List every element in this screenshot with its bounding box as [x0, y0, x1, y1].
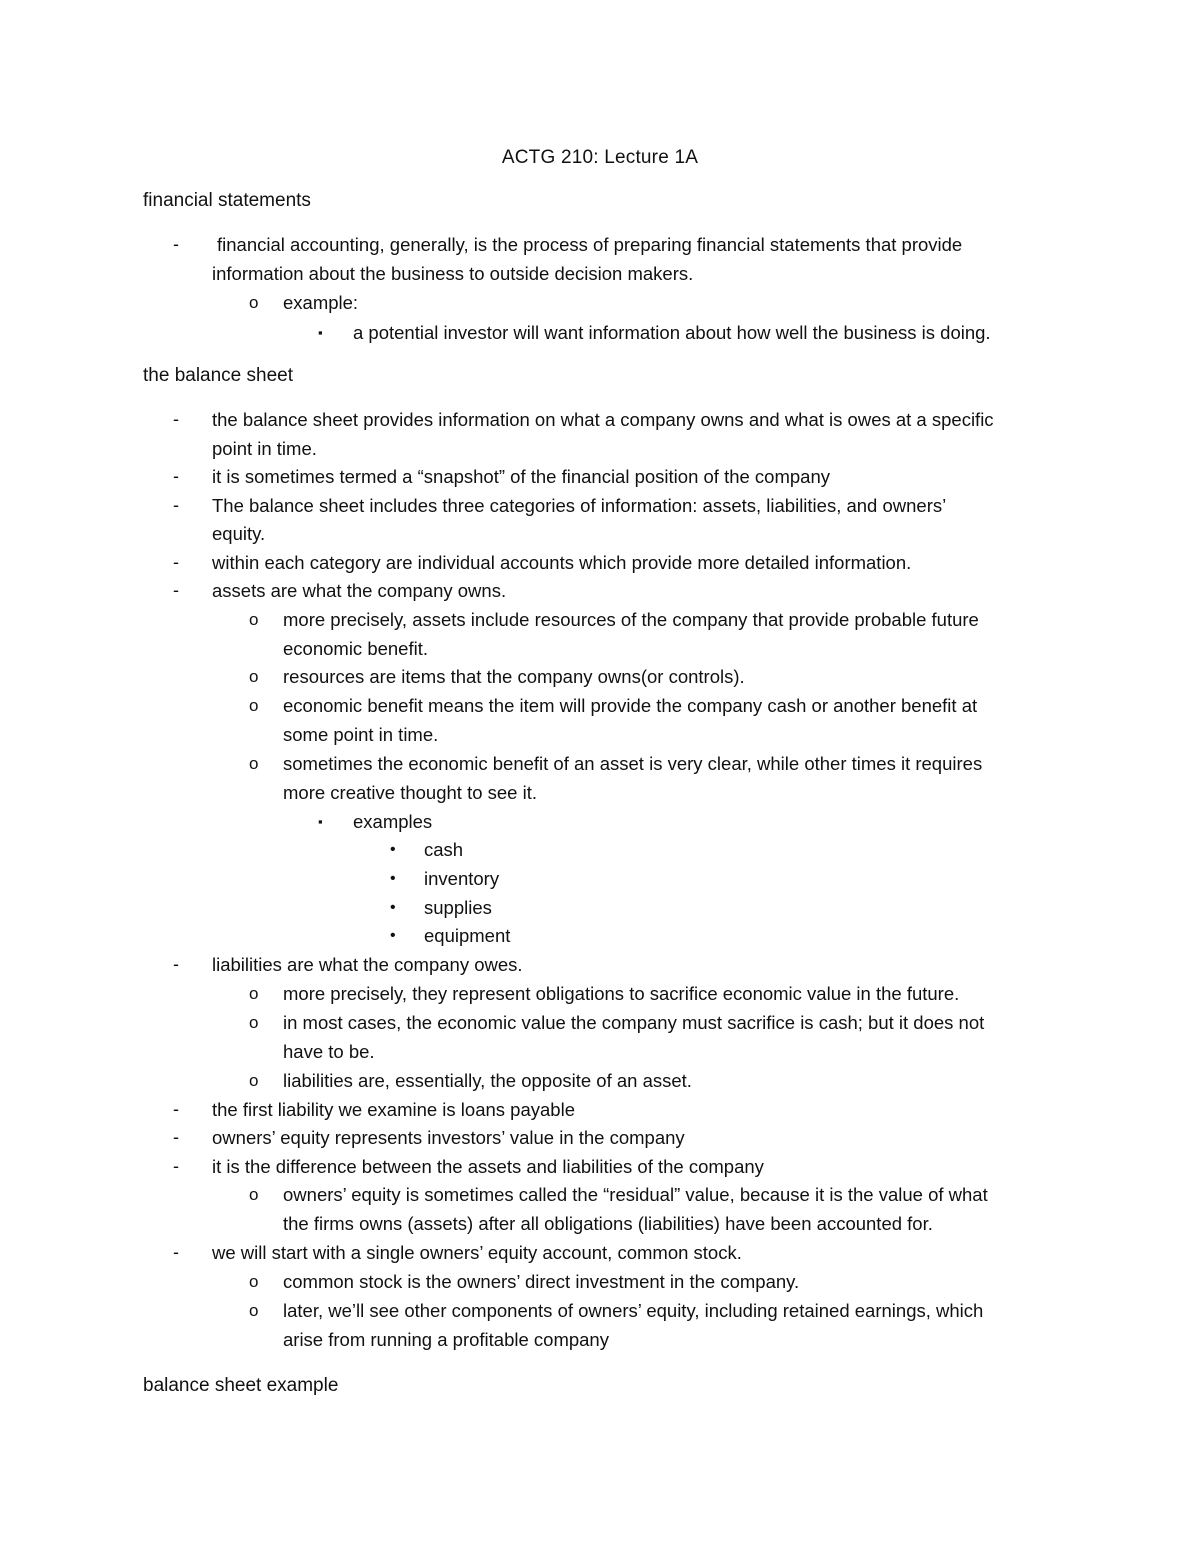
section-heading-balance-sheet-example: balance sheet example — [143, 1375, 339, 1396]
list-item: The balance sheet includes three categories of information: assets, liabilities, and owners’ — [212, 495, 947, 516]
sub-sub-list-item: examples — [353, 811, 433, 832]
dot-bullet: • — [390, 899, 396, 916]
circle-bullet: o — [249, 293, 259, 312]
document-title: ACTG 210: Lecture 1A — [501, 147, 699, 168]
sub-list-item-continuation: arise from running a profitable company — [283, 1329, 609, 1350]
dot-bullet: • — [390, 870, 396, 887]
circle-bullet: o — [249, 667, 259, 686]
sub-sub-list-item: a potential investor will want information about how well the business is doing. — [353, 322, 991, 343]
example-item: supplies — [424, 897, 492, 918]
sub-list-item: example: — [283, 292, 359, 313]
sub-list-item: more precisely, assets include resources of the company that provide probable future — [283, 609, 979, 630]
dash-bullet: - — [173, 580, 179, 600]
sub-list-item: liabilities are, essentially, the opposite of an asset. — [283, 1070, 692, 1091]
sub-list-item: resources are items that the company owns(or controls). — [283, 666, 745, 687]
circle-bullet: o — [249, 1013, 259, 1032]
list-item: financial accounting, generally, is the process of preparing financial statements that provide — [217, 234, 963, 255]
list-item: it is sometimes termed a “snapshot” of the financial position of the company — [212, 466, 830, 487]
list-item: we will start with a single owners’ equity account, common stock. — [212, 1242, 742, 1263]
circle-bullet: o — [249, 1071, 259, 1090]
example-item: cash — [424, 839, 464, 860]
list-item-continuation: information about the business to outside decision makers. — [212, 263, 694, 284]
sub-list-item-continuation: economic benefit. — [283, 638, 429, 659]
dash-bullet: - — [173, 1242, 179, 1262]
dash-bullet: - — [173, 234, 179, 254]
sub-list-item: later, we’ll see other components of owners’ equity, including retained earnings, which — [283, 1300, 984, 1321]
example-item: inventory — [424, 868, 500, 889]
list-item: the balance sheet provides information on what a company owns and what is owes at a specific — [212, 409, 994, 430]
sub-list-item-continuation: the firms owns (assets) after all obligations (liabilities) have been accounted for. — [283, 1213, 933, 1234]
list-item: within each category are individual accounts which provide more detailed information. — [212, 552, 912, 573]
circle-bullet: o — [249, 1272, 259, 1291]
list-item-continuation: point in time. — [212, 438, 317, 459]
dash-bullet: - — [173, 466, 179, 486]
list-item: assets are what the company owns. — [212, 580, 507, 601]
sub-list-item: economic benefit means the item will provide the company cash or another benefit at — [283, 695, 978, 716]
section-heading-balance-sheet: the balance sheet — [143, 365, 294, 386]
circle-bullet: o — [249, 696, 259, 715]
sub-list-item: in most cases, the economic value the company must sacrifice is cash; but it does not — [283, 1012, 985, 1033]
square-bullet: ▪ — [318, 814, 323, 829]
dot-bullet: • — [390, 927, 396, 944]
dash-bullet: - — [173, 495, 179, 515]
circle-bullet: o — [249, 1301, 259, 1320]
list-item: liabilities are what the company owes. — [212, 954, 523, 975]
sub-list-item-continuation: more creative thought to see it. — [283, 782, 537, 803]
list-item: owners’ equity represents investors’ value in the company — [212, 1127, 685, 1148]
section-heading-financial-statements: financial statements — [143, 190, 311, 211]
circle-bullet: o — [249, 984, 259, 1003]
sub-list-item: sometimes the economic benefit of an asset is very clear, while other times it requires — [283, 753, 983, 774]
list-item-continuation: equity. — [212, 523, 266, 544]
dash-bullet: - — [173, 552, 179, 572]
sub-list-item-continuation: some point in time. — [283, 724, 439, 745]
sub-list-item-continuation: have to be. — [283, 1041, 375, 1062]
list-item: it is the difference between the assets and liabilities of the company — [212, 1156, 764, 1177]
square-bullet: ▪ — [318, 325, 323, 340]
sub-list-item: owners’ equity is sometimes called the “residual” value, because it is the value of what — [283, 1184, 988, 1205]
sub-list-item: common stock is the owners’ direct investment in the company. — [283, 1271, 800, 1292]
circle-bullet: o — [249, 754, 259, 773]
dash-bullet: - — [173, 409, 179, 429]
list-item: the first liability we examine is loans payable — [212, 1099, 575, 1120]
dash-bullet: - — [173, 954, 179, 974]
dash-bullet: - — [173, 1127, 179, 1147]
example-item: equipment — [424, 925, 511, 946]
dash-bullet: - — [173, 1099, 179, 1119]
dash-bullet: - — [173, 1156, 179, 1176]
circle-bullet: o — [249, 1185, 259, 1204]
sub-list-item: more precisely, they represent obligations to sacrifice economic value in the future. — [283, 983, 960, 1004]
circle-bullet: o — [249, 610, 259, 629]
dot-bullet: • — [390, 841, 396, 858]
